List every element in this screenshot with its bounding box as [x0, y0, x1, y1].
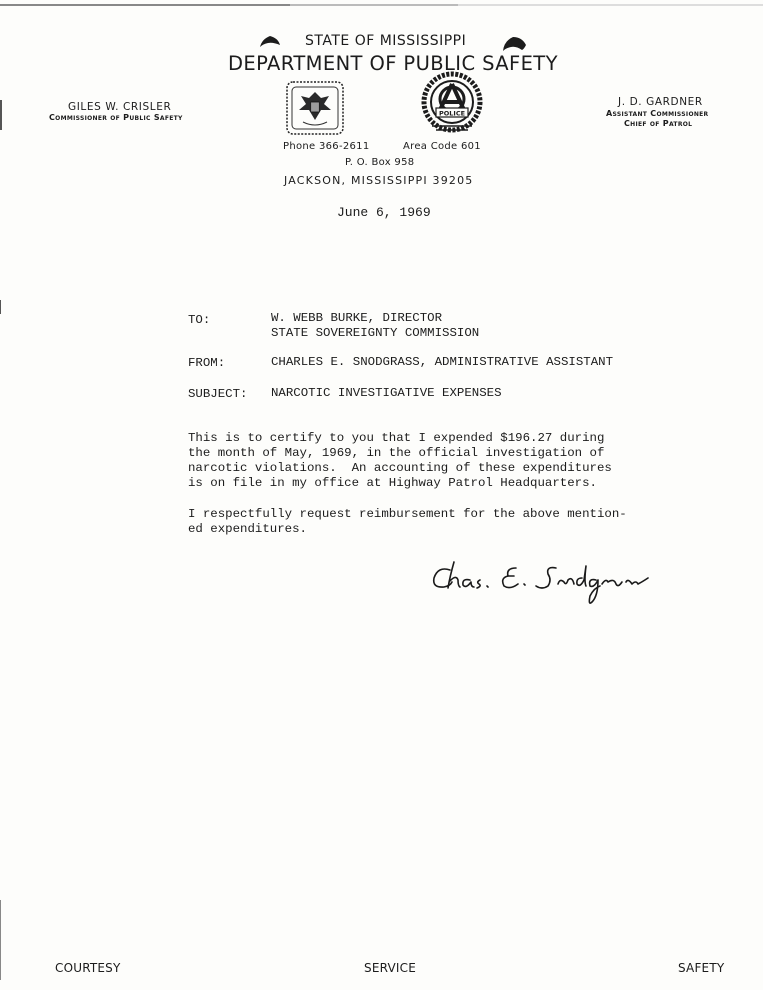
trooper-hat-icon-left [258, 33, 282, 49]
from-label: FROM: [188, 356, 226, 370]
area-code: Area Code 601 [403, 141, 481, 152]
to-recipient-line2: STATE SOVEREIGNTY COMMISSION [271, 326, 480, 340]
body-paragraph-1-line-1: This is to certify to you that I expended $196.27 during [188, 431, 605, 445]
to-recipient-line1: W. WEBB BURKE, DIRECTOR [271, 311, 443, 325]
police-badge-icon [418, 70, 486, 140]
body-paragraph-2-line-2: ed expenditures. [188, 522, 307, 536]
body-paragraph-1-line-2: the month of May, 1969, in the official investigation of [188, 446, 605, 460]
chief-of-patrol-title: Chief of Patrol [624, 119, 693, 128]
scan-edge-mark [0, 300, 1, 314]
from-sender: CHARLES E. SNODGRASS, ADMINISTRATIVE ASSISTANT [271, 355, 614, 369]
badge-label: POLICE [438, 109, 466, 118]
signature-text: Chas. E. Snodgrass [430, 556, 438, 557]
department-heading: DEPARTMENT OF PUBLIC SAFETY [228, 52, 558, 75]
scan-edge-line [0, 4, 763, 6]
assistant-commissioner-name: J. D. GARDNER [618, 96, 703, 108]
letter-date: June 6, 1969 [337, 205, 431, 220]
signature-image [430, 556, 655, 614]
to-label: TO: [188, 313, 211, 327]
commissioner-title: Commissioner of Public Safety [49, 113, 183, 122]
footer-service: SERVICE [364, 961, 416, 975]
state-heading: STATE OF MISSISSIPPI [305, 33, 467, 49]
commissioner-name: GILES W. CRISLER [68, 101, 172, 113]
state-seal-icon [283, 78, 347, 138]
body-paragraph-1-line-4: is on file in my office at Highway Patrol Headquarters. [188, 476, 597, 490]
body-paragraph-2-line-1: I respectfully request reimbursement for the above mention- [188, 507, 627, 521]
footer-safety: SAFETY [678, 961, 725, 975]
trooper-hat-icon-right [500, 33, 528, 53]
scan-edge-mark [0, 100, 2, 130]
footer-courtesy: COURTESY [55, 961, 121, 975]
subject-text: NARCOTIC INVESTIGATIVE EXPENSES [271, 386, 502, 400]
phone-number: Phone 366-2611 [283, 141, 370, 152]
po-box: P. O. Box 958 [345, 157, 415, 168]
subject-label: SUBJECT: [188, 387, 248, 401]
city-address: JACKSON, MISSISSIPPI 39205 [284, 174, 474, 187]
body-paragraph-1-line-3: narcotic violations. An accounting of these expenditures [188, 461, 612, 475]
scan-edge-mark [0, 900, 1, 980]
assistant-commissioner-title: Assistant Commissioner [606, 109, 709, 118]
